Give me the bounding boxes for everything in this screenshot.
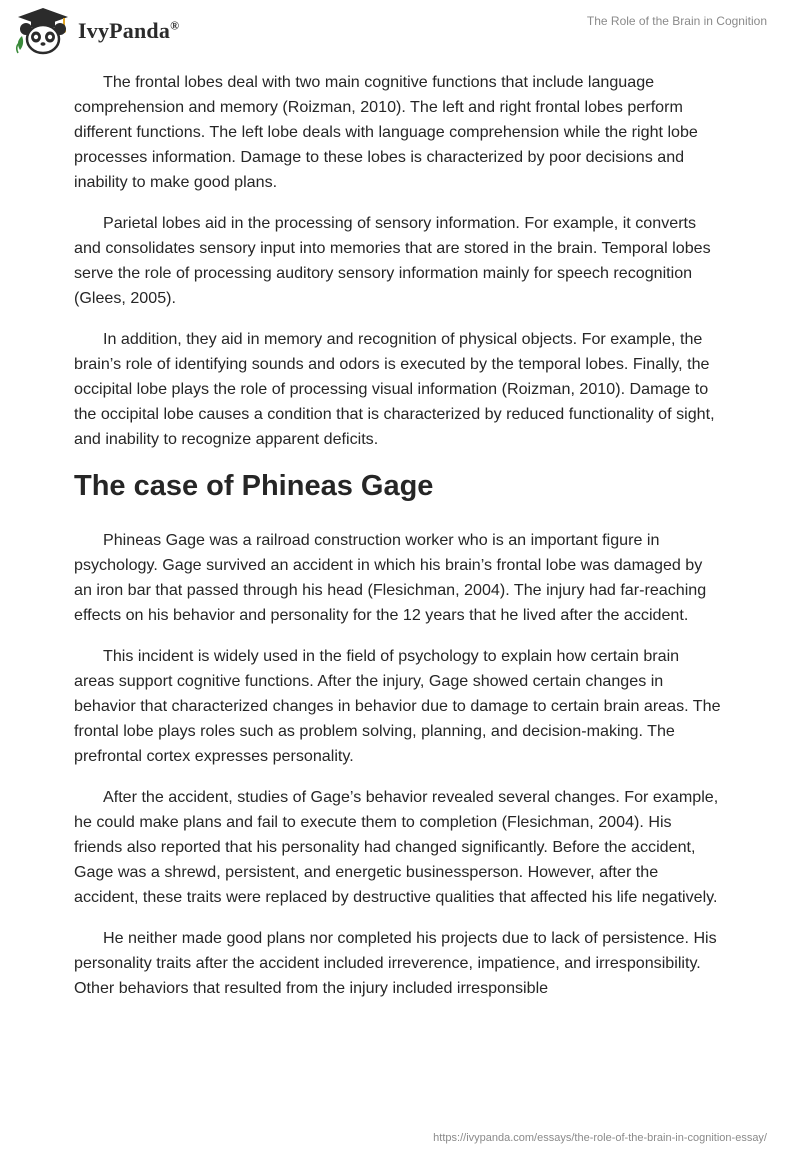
brand-logo: [14, 6, 179, 56]
section-paragraph: He neither made good plans nor completed his projects due to lack of persistence. His personality traits after the accident included irreverence, impatience, and irresponsibility. Other behaviors that resulted from the injury included irresponsible: [74, 929, 717, 997]
logo-icon: [14, 6, 72, 56]
document-title: The Role of the Brain in Cognition: [586, 14, 767, 28]
body-paragraph: Parietal lobes aid in the processing of sensory information. For example, it converts and consolidates sensory input into memories that are stored in the brain. Temporal lobes serve the role of processing auditory sensory information mainly for speech recognition (Glees, 2005).: [74, 214, 711, 307]
brand-name: IvyPanda®: [78, 18, 180, 43]
body-paragraph: The frontal lobes deal with two main cognitive functions that include language comprehension and memory (Roizman, 2010). The left and right frontal lobes perform different functions. The left lobe deals with language comprehension while the right lobe processes information. Damage to these lobes is characterized by poor decisions and inability to make good plans.: [74, 73, 698, 191]
essay-content: [74, 70, 722, 1017]
section-paragraph: After the accident, studies of Gage’s behavior revealed several changes. For example, he could make plans and fail to execute them to completion (Flesichman, 2004). His friends also reported that his personality had changed significantly. Before the accident, Gage was a shrewd, persistent, and energetic businessperson. However, after the accident, these traits were replaced by destructive qualities that affected his life negatively.: [74, 788, 719, 906]
registered-mark: ®: [170, 18, 180, 33]
source-url-link[interactable]: https://ivypanda.com/essays/the-role-of-the-brain-in-cognition-essay/: [433, 1132, 767, 1144]
section-heading: The case of Phineas Gage: [74, 470, 434, 502]
page-header: [0, 0, 800, 60]
body-paragraph: In addition, they aid in memory and recognition of physical objects. For example, the brain’s role of identifying sounds and odors is executed by the temporal lobes. Finally, the occipital lobe plays the role of processing visual information (Roizman, 2010). Damage to the occipital lobe causes a condition that is characterized by reduced functionality of sight, and inability to recognize apparent deficits.: [74, 330, 715, 448]
section-paragraph: This incident is widely used in the field of psychology to explain how certain brain areas support cognitive functions. After the injury, Gage showed certain changes in behavior that characterized changes in behavior due to damage to certain brain areas. The frontal lobe plays roles such as problem solving, planning, and decision-making. The prefrontal cortex expresses personality.: [74, 647, 721, 765]
section-paragraph: Phineas Gage was a railroad construction worker who is an important figure in psychology. Gage survived an accident in which his brain’s frontal lobe was damaged by an iron bar that passed through his head (Flesichman, 2004). The injury had far-reaching effects on his behavior and personality for the 12 years that he lived after the accident.: [74, 531, 707, 624]
